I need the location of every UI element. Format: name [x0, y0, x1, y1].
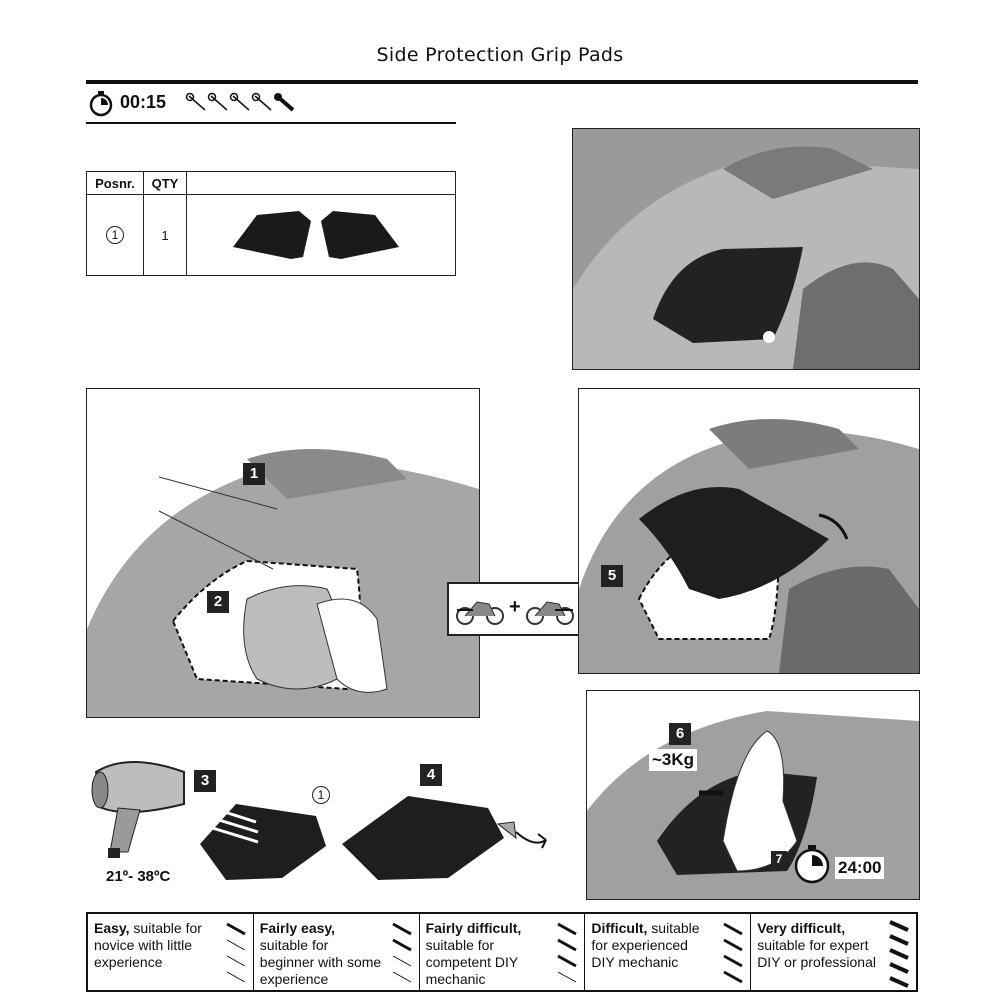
step-1-tag: 1 [243, 463, 265, 485]
step-7-tag: 7 [771, 851, 787, 867]
step-5-tag: 5 [601, 565, 623, 587]
difficulty-very-difficult [751, 914, 916, 990]
hairdryer-icon [88, 752, 206, 862]
col-posnr: Posnr. [87, 172, 144, 195]
difficulty-description: suitable for novice with little experience [94, 920, 202, 970]
step-3-tag: 3 [194, 770, 216, 792]
wrench-level-icon [886, 918, 912, 992]
page-title: Side Protection Grip Pads [376, 44, 624, 66]
difficulty-label: Fairly difficult, [425, 920, 522, 936]
difficulty-label: Fairly easy, [259, 920, 336, 936]
part-number: 1 [106, 226, 124, 244]
pad-reference-number: 1 [312, 786, 330, 804]
col-image [187, 172, 456, 195]
wrench-rating-icon [185, 92, 295, 114]
grip-pads-image [221, 199, 421, 269]
difficulty-legend [86, 912, 918, 992]
wrench-level-icon [389, 918, 415, 992]
difficulty-fairly-easy [254, 914, 420, 990]
title-rule [86, 80, 918, 84]
part-qty: 1 [144, 195, 187, 276]
pressure-label: ~3Kg [649, 749, 697, 771]
motorcycle-icon [455, 592, 505, 626]
parts-table [86, 171, 456, 276]
difficulty-label: Very difficult, [757, 920, 846, 936]
table-row [87, 195, 456, 276]
temperature-label: 21º- 38ºC [106, 868, 171, 885]
motorcycle-icon [525, 592, 575, 626]
cleaning-step-image [86, 388, 480, 718]
step-4-tag: 4 [420, 764, 442, 786]
difficulty-label: Difficult, [591, 920, 648, 936]
positioning-hint-box [447, 582, 583, 636]
pad-peeling-image [338, 788, 554, 888]
difficulty-difficult [585, 914, 751, 990]
wrench-level-icon [554, 918, 580, 992]
step-2-tag: 2 [207, 591, 229, 613]
press-pad-step-image [586, 690, 920, 900]
difficulty-description: suitable for expert DIY or professional [757, 937, 876, 970]
plus-sign: + [509, 596, 521, 618]
wait-time-label: 24:00 [835, 857, 884, 879]
difficulty-fairly-difficult [420, 914, 586, 990]
pad-heating-image [196, 796, 330, 888]
apply-pad-step-image [578, 388, 920, 674]
difficulty-easy [88, 914, 254, 990]
stopwatch-icon [88, 90, 114, 118]
wrench-level-icon [223, 918, 249, 992]
step-6-tag: 6 [669, 723, 691, 745]
difficulty-label: Easy, [94, 920, 130, 936]
wrench-level-icon [720, 918, 746, 992]
difficulty-description: suitable for experienced DIY mechanic [591, 920, 700, 970]
header-rule [86, 122, 456, 124]
finished-result-image [572, 128, 920, 370]
difficulty-description: suitable for beginner with some experience [259, 937, 382, 987]
time-estimate: 00:15 [120, 92, 167, 112]
difficulty-description: suitable for competent DIY mechanic [425, 937, 518, 987]
stopwatch-icon [791, 843, 833, 885]
col-qty: QTY [144, 172, 187, 195]
